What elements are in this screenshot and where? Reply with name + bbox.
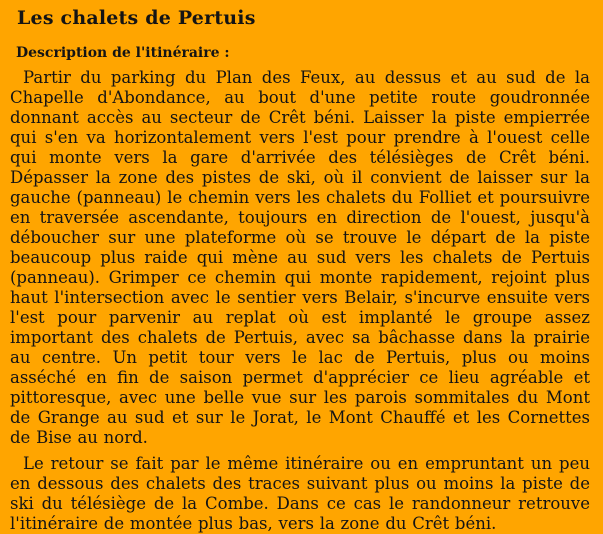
itinerary-paragraph-1: Partir du parking du Plan des Feux, au dessus et au sud de la Chapelle d'Abondance, au bout d'une petite route goudronnée donnant accès au secteur de Crêt béni. Laisser la piste empierrée qui s'en va horizontalement vers l'est pour prendre à l'ouest celle qui monte vers la gare d'arrivée des télésièges de Crêt béni. Dépasser la zone des pistes de ski, où il convient de laisser sur la gauche (panneau) le chemin vers les chalets du Folliet et poursuivre en traversée ascendante, toujours en direction de l'ouest, jusqu'à déboucher sur une plateforme où se trouve le départ de la piste beaucoup plus raide qui mène au sud vers les chalets de Pertuis (panneau). Grimper ce chemin qui monte rapidement, rejoint plus haut l'intersection avec le sentier vers Belair, s'incurve ensuite vers l'est pour parvenir au replat où est implanté le groupe assez important des chalets de Pertuis, avec sa bâchasse dans la prairie au centre. Un petit tour vers le lac de Pertuis, plus ou moins asséché en fin de saison permet d'apprécier ce lieu agréable et pittoresque, avec une belle vue sur les parois sommitales du Mont de Grange au sud et sur le Jorat, le Mont Chauffé et les Cornettes de Bise au nord. bbox=[10, 68, 590, 447]
page-title: Les chalets de Pertuis bbox=[17, 7, 256, 29]
section-heading: Description de l'itinéraire : bbox=[16, 45, 230, 61]
itinerary-paragraph-2: Le retour se fait par le même itinéraire ou en empruntant un peu en dessous des chalets des traces suivant plus ou moins la piste de ski du télésiège de la Combe. Dans ce cas le randonneur retrouve l'itinéraire de montée plus bas, vers la zone du Crêt béni. bbox=[10, 454, 590, 533]
